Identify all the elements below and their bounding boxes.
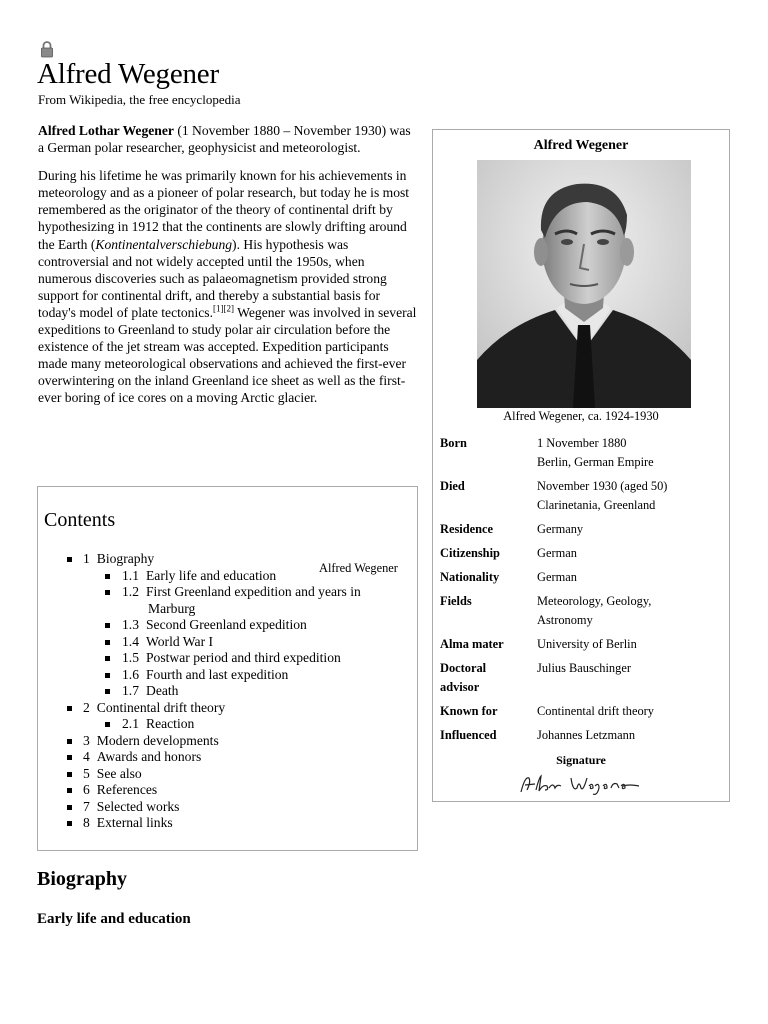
infobox-row-influenced xyxy=(440,726,724,750)
infobox-value xyxy=(537,477,724,520)
toc-item[interactable] xyxy=(38,700,361,717)
infobox-table xyxy=(440,434,724,750)
portrait-image[interactable] xyxy=(477,160,691,408)
toc-label: Early life and education xyxy=(146,567,277,583)
toc-number: 1.4 xyxy=(122,633,139,649)
toc-label: Reaction xyxy=(146,716,195,731)
toc-number: 6 xyxy=(83,782,90,797)
infobox-row-known-for xyxy=(440,702,724,726)
toc-label: See also xyxy=(96,765,142,781)
infobox-key-line: advisor xyxy=(440,680,480,694)
bullet-icon xyxy=(105,623,110,628)
intro-paragraph-1-text: (1 November 1880 – November 1930) was a German polar researcher, geophysicist and meteorologist. xyxy=(38,123,411,156)
toc-item[interactable] xyxy=(38,749,361,766)
bullet-icon xyxy=(105,722,110,727)
portrait-caption: Alfred Wegener, ca. 1924-1930 xyxy=(503,409,659,423)
infobox-key: Nationality xyxy=(440,570,500,584)
signature-text: Alfred Wegener xyxy=(319,561,398,575)
toc-label: Second Greenland expedition xyxy=(146,617,307,632)
toc-label: External links xyxy=(96,815,173,830)
infobox-key: Died xyxy=(440,479,465,493)
page-title: Alfred Wegener xyxy=(37,58,219,90)
toc-number: 5 xyxy=(83,765,90,781)
toc-item[interactable] xyxy=(38,815,361,832)
intro-paragraph-2-text-a: During his lifetime he was primarily known for his achievements in meteorology and as a pioneer of polar research, but today he is most remembered as the originator of the theory of continental drift by hypothesizing in 1912 that the continents are slowly drifting around the Earth ( xyxy=(38,168,410,252)
toc-label: Fourth and last expedition xyxy=(146,666,289,682)
bullet-icon xyxy=(105,574,110,579)
infobox-value xyxy=(537,434,724,477)
infobox-value-link[interactable]: Germany xyxy=(537,522,584,536)
bullet-icon xyxy=(67,557,72,562)
born-place-link[interactable]: Berlin, German Empire xyxy=(537,455,654,469)
bullet-icon xyxy=(105,656,110,661)
toc-label: Death xyxy=(146,683,179,698)
toc-item[interactable] xyxy=(38,733,361,750)
toc-number: 8 xyxy=(83,815,90,830)
toc-title: Contents xyxy=(44,509,116,531)
intro-paragraph-2-text-b: ). His hypothesis was controversial and not widely accepted until the 1950s, when numerous discoveries such as palaeomagnetism provided strong support for continental drift, and thereby a substantial basis for today's model of plate tectonics. xyxy=(38,236,387,320)
bullet-icon xyxy=(67,805,72,810)
infobox-key: Born xyxy=(440,436,467,450)
toc-label: Selected works xyxy=(96,798,180,814)
bullet-icon xyxy=(67,788,72,793)
toc-label: Biography xyxy=(96,551,155,566)
toc-number: 2 xyxy=(83,699,90,715)
bullet-icon xyxy=(67,739,72,744)
toc-number: 1.6 xyxy=(122,666,139,682)
toc-label: Continental drift theory xyxy=(96,699,226,715)
toc-item[interactable] xyxy=(38,551,361,568)
toc-number: 1.7 xyxy=(122,683,139,698)
toc-item[interactable] xyxy=(38,766,361,783)
died-date: November 1930 (aged 50) xyxy=(537,479,668,493)
bullet-icon xyxy=(105,590,110,595)
infobox-row-citizenship xyxy=(440,544,724,568)
toc-label: Marburg xyxy=(148,600,196,616)
infobox-value xyxy=(537,592,724,635)
bullet-icon xyxy=(67,821,72,826)
infobox-key: Alma mater xyxy=(440,637,504,651)
toc-item[interactable] xyxy=(38,650,361,667)
table-of-contents xyxy=(37,486,418,851)
bullet-icon xyxy=(67,772,72,777)
toc-label: Modern developments xyxy=(96,732,219,748)
infobox-key: Fields xyxy=(440,594,472,608)
toc-item[interactable] xyxy=(38,667,361,684)
infobox-key: Known for xyxy=(440,704,498,718)
infobox-value-link[interactable]: University of Berlin xyxy=(537,637,637,651)
bullet-icon xyxy=(105,673,110,678)
toc-number: 4 xyxy=(83,749,90,764)
intro-italic-term: Kontinentalverschiebung xyxy=(95,236,233,252)
infobox-row-born xyxy=(440,434,724,477)
intro-text xyxy=(38,122,420,418)
section-heading-early-life: Early life and education xyxy=(37,911,191,927)
infobox-title: Alfred Wegener xyxy=(533,138,629,153)
bullet-icon xyxy=(105,640,110,645)
infobox-row-nationality xyxy=(440,568,724,592)
intro-paragraph-2-text-c: Wegener was involved in several expeditions to Greenland to study polar air circulation before the existence of the jet stream was accepted. Expedition participants made many meteorological observations and achieved the first-ever overwintering on the inland Greenland ice sheet as well as the first-ever boring of ice cores on a moving Arctic glacier. xyxy=(38,304,417,406)
infobox-key: Residence xyxy=(440,522,493,536)
infobox-row-died xyxy=(440,477,724,520)
toc-number: 1.2 xyxy=(122,584,139,599)
infobox xyxy=(319,129,730,802)
infobox-key xyxy=(440,659,537,702)
intro-paragraph-1 xyxy=(38,122,420,156)
toc-label: First Greenland expedition and years in xyxy=(146,584,361,599)
toc-item[interactable] xyxy=(38,716,361,733)
bullet-icon xyxy=(67,706,72,711)
infobox-key: Influenced xyxy=(440,728,497,742)
toc-item[interactable] xyxy=(38,799,361,816)
bullet-icon xyxy=(67,755,72,760)
infobox-row-fields xyxy=(440,592,724,635)
infobox-key-line: Doctoral xyxy=(440,661,487,675)
intro-paragraph-2 xyxy=(38,167,420,406)
reference-2-link[interactable]: [2] xyxy=(223,303,234,314)
infobox-value-link[interactable]: Julius Bauschinger xyxy=(537,661,631,675)
infobox-row-alma-mater xyxy=(440,635,724,659)
infobox-key: Citizenship xyxy=(440,546,500,560)
toc-number: 1.3 xyxy=(122,617,139,632)
died-place-link[interactable]: Clarinetania, Greenland xyxy=(537,498,656,512)
toc-label: Awards and honors xyxy=(96,749,202,764)
toc-number: 3 xyxy=(83,732,90,748)
fields-link[interactable]: Meteorology, Geology, xyxy=(537,594,652,608)
infobox-value: German xyxy=(537,546,577,560)
lock-icon xyxy=(40,40,54,58)
page-subtitle: From Wikipedia, the free encyclopedia xyxy=(38,92,241,107)
fields-link[interactable]: Astronomy xyxy=(537,613,593,627)
toc-item[interactable] xyxy=(38,683,361,700)
toc-number: 7 xyxy=(83,798,90,814)
toc-number: 2.1 xyxy=(122,716,139,731)
toc-label: References xyxy=(96,782,158,797)
reference-1-link[interactable]: [1] xyxy=(212,303,224,314)
toc-label: World War I xyxy=(146,633,214,649)
toc-number: 1.5 xyxy=(122,650,139,665)
toc-item[interactable] xyxy=(38,634,361,651)
toc-item[interactable] xyxy=(38,617,361,634)
signature-label: Signature xyxy=(556,753,606,767)
toc-number: 1.1 xyxy=(122,567,139,583)
section-heading-biography: Biography xyxy=(37,868,128,890)
toc-item[interactable] xyxy=(38,782,361,799)
toc-label: Postwar period and third expedition xyxy=(146,650,341,665)
infobox-row-residence xyxy=(440,520,724,544)
toc-item[interactable] xyxy=(38,568,361,585)
bullet-icon xyxy=(105,689,110,694)
toc-list xyxy=(38,551,361,832)
toc-item[interactable] xyxy=(38,584,361,601)
infobox-value-link[interactable]: Continental drift theory xyxy=(537,704,654,718)
infobox-value: German xyxy=(537,570,577,584)
born-date: 1 November 1880 xyxy=(537,436,627,450)
toc-number: 1 xyxy=(83,551,90,566)
infobox-row-doctoral-advisor xyxy=(440,659,724,702)
subject-name: Alfred Lothar Wegener xyxy=(38,123,174,138)
toc-item-continuation[interactable] xyxy=(38,601,361,618)
infobox-value-link[interactable]: Johannes Letzmann xyxy=(537,728,636,742)
